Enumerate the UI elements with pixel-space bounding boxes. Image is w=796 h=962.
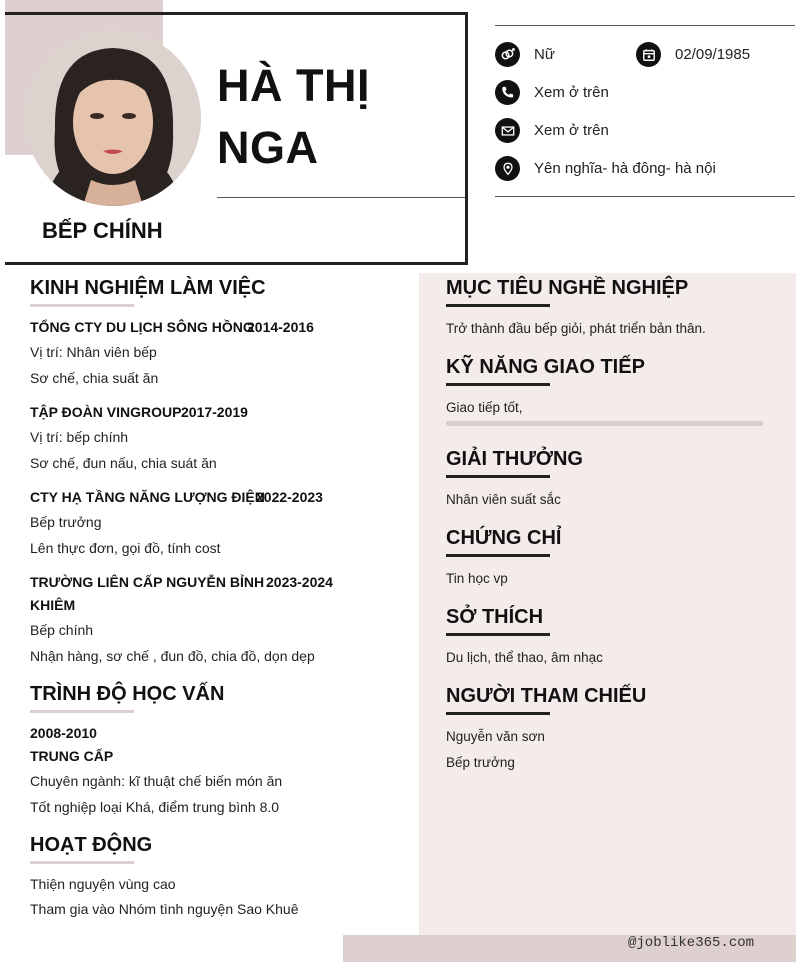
education-period: 2008-2010 [30, 725, 97, 741]
awards-text: Nhân viên suất sắc [446, 492, 561, 507]
activities-line-2: Tham gia vào Nhóm tình nguyện Sao Khuê [30, 901, 299, 917]
references-title: NGƯỜI THAM CHIẾU [446, 685, 647, 707]
job-4-line-1: Bếp chính [30, 622, 94, 638]
experience-underline [30, 304, 134, 307]
hobbies-title: SỞ THÍCH [446, 606, 544, 628]
job-2-line-2: Sơ chế, đun nấu, chia suát ăn [30, 455, 217, 471]
job-3-period: 2022-2023 [256, 489, 323, 505]
job-2-line-1: Vị trí: bếp chính [30, 429, 129, 445]
skills-text: Giao tiếp tốt, [446, 400, 523, 415]
job-3-company: CTY HẠ TẦNG NĂNG LƯỢNG ĐIỆN [30, 489, 265, 505]
certificates-underline [446, 554, 550, 557]
education-line-1: Chuyên ngành: kĩ thuật chế biến món ăn [30, 773, 283, 789]
activities-title: HOẠT ĐỘNG [30, 834, 153, 856]
education-level: TRUNG CẤP [30, 748, 114, 764]
watermark: @joblike365.com [628, 935, 755, 951]
objective-text: Trở thành đầu bếp giỏi, phát triển bản thân. [446, 321, 706, 336]
email-value: Xem ở trên [534, 122, 609, 139]
birthdate-value: 02/09/1985 [675, 46, 751, 63]
location-icon [495, 156, 520, 181]
objective-title: MỤC TIÊU NGHỀ NGHIỆP [446, 277, 689, 299]
objective-underline [446, 304, 550, 307]
hobbies-text: Du lịch, thể thao, âm nhạc [446, 650, 603, 665]
name-divider [217, 197, 465, 198]
skills-underline [446, 383, 550, 386]
job-1-line-2: Sơ chế, chia suất ăn [30, 370, 159, 386]
phone-value: Xem ở trên [534, 84, 609, 101]
gender-value: Nữ [534, 46, 555, 63]
address-value: Yên nghĩa- hà đông- hà nội [534, 160, 716, 177]
education-title: TRÌNH ĐỘ HỌC VẤN [30, 683, 225, 705]
contact-divider-bottom [495, 196, 795, 197]
skill-level-bar [446, 421, 763, 426]
gender-icon [495, 42, 520, 67]
references-underline [446, 712, 550, 715]
skills-title: KỸ NĂNG GIAO TIẾP [446, 356, 645, 378]
contact-divider-top [495, 25, 795, 26]
phone-icon [495, 80, 520, 105]
certificates-title: CHỨNG CHỈ [446, 527, 562, 549]
name-line-1: HÀ THỊ [217, 60, 370, 111]
certificates-text: Tin học vp [446, 571, 508, 586]
job-1-period: 2014-2016 [247, 319, 314, 335]
calendar-icon [636, 42, 661, 67]
name-line-2: NGA [217, 122, 319, 173]
job-3-line-1: Bếp trưởng [30, 514, 102, 530]
education-line-2: Tốt nghiệp loại Khá, điểm trung bình 8.0 [30, 799, 280, 815]
experience-title: KINH NGHIỆM LÀM VIỆC [30, 277, 266, 299]
job-2-period: 2017-2019 [181, 404, 248, 420]
job-2-company: TẬP ĐOÀN VINGROUP [30, 404, 182, 420]
hobbies-underline [446, 633, 550, 636]
job-3-line-2: Lên thực đơn, gọi đồ, tính cost [30, 540, 221, 556]
awards-title: GIẢI THƯỞNG [446, 448, 583, 470]
job-4-company: TRƯỜNG LIÊN CẤP NGUYỄN BỈNH [30, 574, 265, 590]
job-4-line-2: Nhận hàng, sơ chế , đun đồ, chia đồ, dọn dẹp [30, 648, 315, 664]
awards-underline [446, 475, 550, 478]
job-1-line-1: Vị trí: Nhân viên bếp [30, 344, 157, 360]
activities-underline [30, 861, 134, 864]
candidate-name [217, 55, 370, 179]
avatar-illustration [25, 30, 201, 206]
activities-line-1: Thiện nguyện vùng cao [30, 876, 176, 892]
job-1-company: TỔNG CTY DU LỊCH SÔNG HỒNG [30, 319, 254, 335]
education-underline [30, 710, 134, 713]
avatar [25, 30, 201, 206]
email-icon [495, 118, 520, 143]
reference-role: Bếp trưởng [446, 755, 515, 770]
reference-name: Nguyễn văn sơn [446, 729, 545, 744]
job-title: BẾP CHÍNH [42, 218, 163, 243]
job-4-company-cont: KHIÊM [30, 597, 76, 613]
job-4-period: 2023-2024 [266, 574, 333, 590]
